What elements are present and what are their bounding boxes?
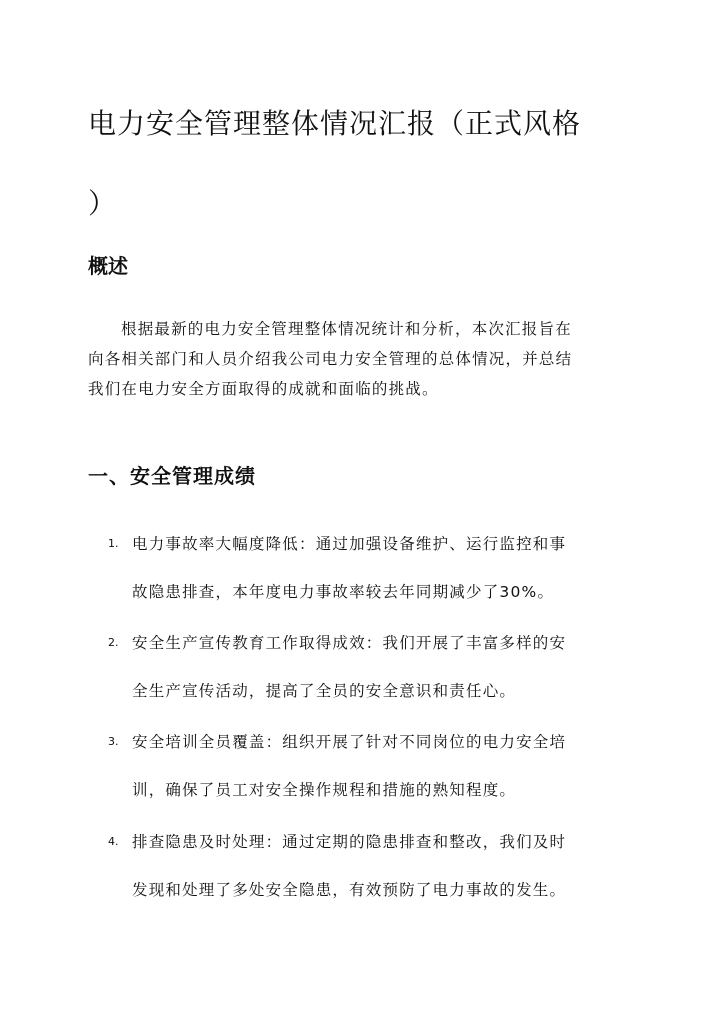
list-item-text [132,718,632,814]
document-title [88,84,648,244]
section-heading-achievements: 一、安全管理成绩 [88,464,256,488]
overview-paragraph [88,314,634,404]
list-item-number: 1. [108,537,119,550]
document-title-line-1: 电力安全管理整体情况汇报（正式风格 [88,107,582,140]
list-item-line: 安全培训全员覆盖：组织开展了针对不同岗位的电力安全培 [132,733,567,751]
list-item-text [132,619,632,715]
document-title-line-2: ） [88,187,118,220]
list-item-line: 发现和处理了多处安全隐患，有效预防了电力事故的发生。 [132,881,567,899]
overview-heading: 概述 [88,254,128,278]
list-item-line: 训，确保了员工对安全操作规程和措施的熟知程度。 [132,781,517,799]
list-item-text [132,818,632,914]
list-item-line: 安全生产宣传教育工作取得成效：我们开展了丰富多样的安 [132,634,567,652]
list-item-number: 4. [108,835,119,848]
overview-line: 我们在电力安全方面取得的成就和面临的挑战。 [88,380,439,398]
list-item-number: 3. [108,735,119,748]
overview-line: 向各相关部门和人员介绍我公司电力安全管理的总体情况，并总结 [88,350,573,368]
list-item-line: 全生产宣传活动，提高了全员的安全意识和责任心。 [132,682,517,700]
list-item-number: 2. [108,636,119,649]
list-item-text [132,520,632,616]
overview-line: 根据最新的电力安全管理整体情况统计和分析，本次汇报旨在 [121,320,572,338]
list-item-line: 排查隐患及时处理：通过定期的隐患排查和整改，我们及时 [132,833,567,851]
list-item-line: 故隐患排查，本年度电力事故率较去年同期减少了30%。 [132,583,555,601]
list-item-line: 电力事故率大幅度降低：通过加强设备维护、运行监控和事 [132,535,567,553]
